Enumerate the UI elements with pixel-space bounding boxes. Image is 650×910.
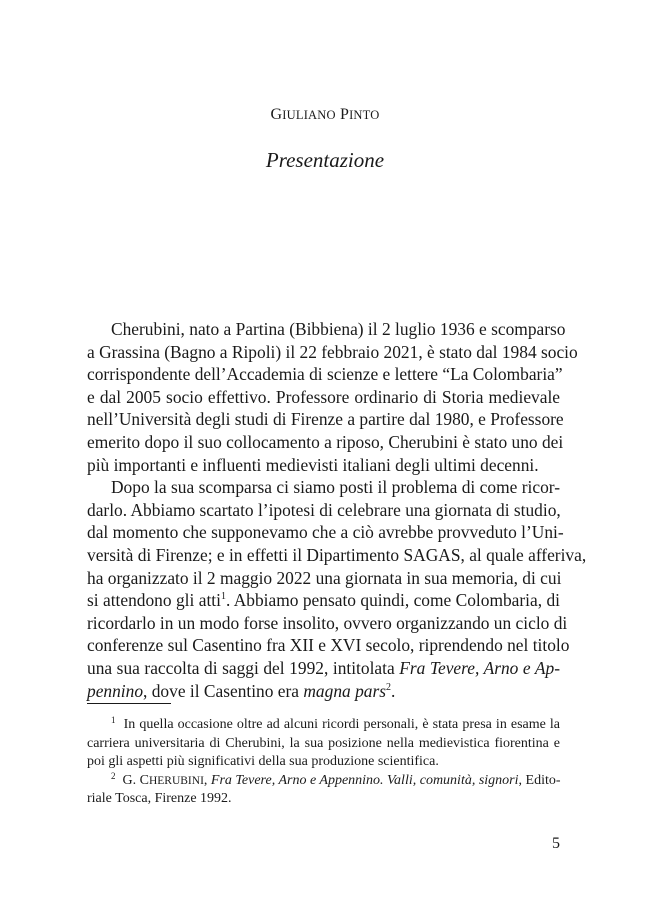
footnote-ref-2[interactable]: 2 — [386, 681, 391, 693]
body-line: Dopo la sua scomparsa ci siamo posti il problema di come ricor- — [111, 477, 560, 498]
body-line: nell’Università degli studi di Firenze a partire dal 1980, e Professore — [87, 409, 564, 430]
book-title-italic: Fra Tevere, Arno e Ap- — [399, 657, 560, 678]
body-text-run: , dove il Casentino era — [143, 680, 304, 701]
footnote-2: $^2$ G. CHERUBINI, Fra Tevere, Arno e Appennino. Valli, comunità, signori, Edito- — [111, 770, 561, 788]
body-line: a Grassina (Bagno a Ripoli) il 22 febbraio 2021, è stato dal 1984 socio — [87, 341, 578, 362]
footnote-mark-2: 2 — [111, 770, 116, 781]
footnote-line: riale Tosca, Firenze 1992. — [87, 791, 232, 807]
author-first-initial: G — [270, 106, 283, 123]
body-line: corrispondente dell’Accademia di scienze e lettere “La Colombaria” — [87, 364, 563, 385]
body-line: dal momento che supponevamo che a ciò avrebbe provveduto l’Uni- — [87, 522, 564, 543]
body-text-run: si attendono gli atti — [87, 590, 221, 611]
body-text-run: una sua raccolta di saggi del 1992, intitolata — [87, 657, 400, 678]
author-last-rest: INTO — [349, 108, 380, 122]
latin-phrase-italic: magna pars — [303, 680, 386, 701]
body-line: emerito dopo il suo collocamento a riposo, Cherubini è stato uno dei — [87, 431, 564, 452]
citation-text: , Edito- — [518, 772, 561, 788]
footnote-mark-1: 1 — [111, 715, 116, 725]
body-line: versità di Firenze; e in effetti il Dipartimento SAGAS, al quale afferiva, — [87, 544, 587, 565]
body-line: ha organizzato il 2 maggio 2022 una giornata in sua memoria, di cui — [87, 567, 562, 588]
footnote-line: carriera universitaria di Cherubini, la sua posizione nella medievistica fiorentina e — [87, 735, 560, 751]
body-line: conferenze sul Casentino fra XII e XVI secolo, riprendendo nel titolo — [87, 635, 570, 656]
citation-author-rest: HERUBINI — [148, 774, 204, 787]
footnote-1 — [87, 716, 560, 735]
page-number: 5 — [552, 835, 560, 852]
body-text — [87, 318, 587, 702]
citation-author-initial: G. C — [122, 772, 149, 788]
body-line: più importanti e influenti medievisti italiani degli ultimi decenni. — [87, 454, 539, 475]
body-line — [87, 589, 560, 612]
footnote-text: In quella occasione oltre ad alcuni ricordi personali, è stata presa in esame la — [123, 717, 561, 732]
author-name — [0, 106, 650, 124]
footnotes — [87, 716, 560, 809]
body-line — [87, 680, 560, 703]
chapter-title: Presentazione — [265, 148, 385, 172]
book-title-italic: pennino — [87, 680, 144, 701]
author-last-initial: P — [339, 106, 350, 123]
body-text-run: . — [391, 680, 396, 701]
body-line: ricordarlo in un modo forse insolito, ovvero organizzando un ciclo di — [87, 612, 568, 633]
footnote-ref-1[interactable]: 1 — [220, 591, 226, 603]
author-first-rest: IULIANO — [282, 108, 336, 122]
footnote-line: poi gli aspetti più significativi della sua produzione scientifica. — [87, 754, 439, 770]
footnote-separator — [87, 703, 171, 704]
body-line — [87, 657, 560, 680]
body-line: e dal 2005 socio effettivo. Professore ordinario di Storia medievale — [87, 386, 560, 407]
body-text-run: . Abbiamo pensato quindi, come Colombaria, di — [225, 590, 560, 611]
citation-title: Fra Tevere, Arno e Appennino. Valli, comunità, signori — [210, 772, 519, 788]
body-line: darlo. Abbiamo scartato l’ipotesi di celebrare una giornata di studio, — [87, 499, 561, 520]
body-line: Cherubini, nato a Partina (Bibbiena) il 2 luglio 1936 e scomparso — [111, 319, 566, 339]
